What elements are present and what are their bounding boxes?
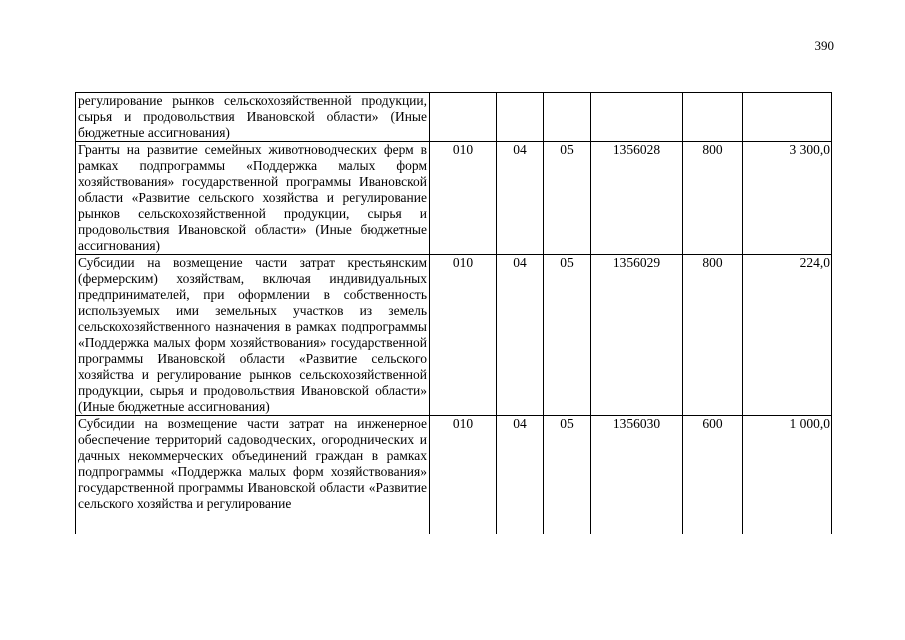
subsection-code	[544, 93, 591, 142]
subsection-code: 05	[544, 416, 591, 535]
target-code	[591, 93, 683, 142]
target-code: 1356029	[591, 255, 683, 416]
table-row	[76, 416, 832, 535]
expense-type-code: 600	[683, 416, 743, 535]
section-code	[497, 93, 544, 142]
amount: 3 300,0	[743, 142, 832, 255]
expense-type-code: 800	[683, 255, 743, 416]
amount: 1 000,0	[743, 416, 832, 535]
target-code: 1356030	[591, 416, 683, 535]
subsection-code: 05	[544, 142, 591, 255]
row-description-text: Субсидии на возмещение части затрат на инженерное обеспечение территорий садоводческих, огороднических и дачных некоммерческих объединений граждан в рамках подпрограммы «Поддержка малых форм хозяйствования» государственной программы Ивановской области «Развитие сельского хозяйства и регулирование	[78, 416, 427, 511]
table-row	[76, 142, 832, 255]
ministry-code: 010	[430, 142, 497, 255]
amount	[743, 93, 832, 142]
subsection-code: 05	[544, 255, 591, 416]
ministry-code: 010	[430, 255, 497, 416]
ministry-code: 010	[430, 416, 497, 535]
row-description: Субсидии на возмещение части затрат крестьянским (фермерским) хозяйствам, включая индивидуальных предпринимателей, при оформлении в собственность используемых ими земельных участков из земель сельскохозяйственного назначения в рамках подпрограммы «Поддержка малых форм хозяйствования» государственной программы Ивановской области «Развитие сельского хозяйства и регулирование рынков сельскохозяйственной продукции, сырья и продовольствия Ивановской области» (Иные бюджетные ассигнования)	[76, 255, 430, 416]
section-code: 04	[497, 142, 544, 255]
expense-type-code: 800	[683, 142, 743, 255]
amount: 224,0	[743, 255, 832, 416]
budget-table	[75, 92, 832, 534]
table-row	[76, 255, 832, 416]
target-code: 1356028	[591, 142, 683, 255]
page-number: 390	[814, 38, 834, 53]
section-code: 04	[497, 255, 544, 416]
section-code: 04	[497, 416, 544, 535]
expense-type-code	[683, 93, 743, 142]
row-description: Гранты на развитие семейных животноводческих ферм в рамках подпрограммы «Поддержка малых форм хозяйствования» государственной программы Ивановской области «Развитие сельского хозяйства и регулирование рынков сельскохозяйственной продукции, сырья и продовольствия Ивановской области» (Иные бюджетные ассигнования)	[76, 142, 430, 255]
table-row	[76, 93, 832, 142]
ministry-code	[430, 93, 497, 142]
row-description: регулирование рынков сельскохозяйственной продукции, сырья и продовольствия Ивановской области» (Иные бюджетные ассигнования)	[76, 93, 430, 142]
row-description	[76, 416, 430, 535]
